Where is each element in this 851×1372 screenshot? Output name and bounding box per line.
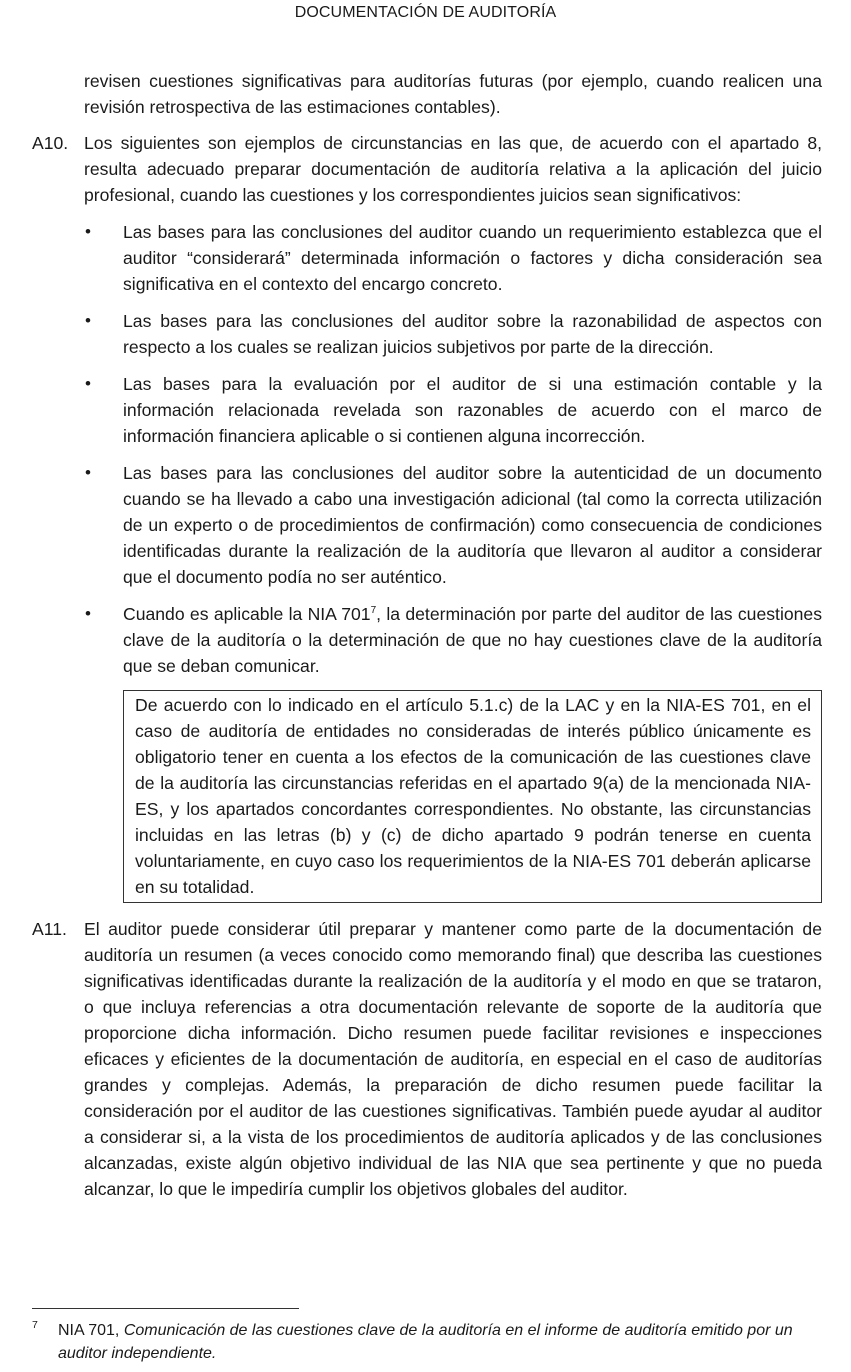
footnotes — [32, 1308, 822, 1365]
paragraph-a10 — [32, 130, 822, 208]
footnote-number: 7 — [32, 1319, 38, 1331]
boxed-note: De acuerdo con lo indicado en el artículo 5.1.c) de la LAC y en la NIA-ES 701, en el caso de auditoría de entidades no consideradas de interés público únicamente es obligatorio tener en cuenta a los efectos de la comunicación de las cuestiones clave de la auditoría las circunstancias referidas en el apartado 9(a) de la mencionada NIA-ES, y los apartados concordantes correspondientes. No obstante, las circunstancias incluidas en las letras (b) y (c) de dicho apartado 9 podrán tenerse en cuenta voluntariamente, en cuyo caso los requerimientos de la NIA-ES 701 deberán aplicarse en su totalidad. — [123, 690, 822, 903]
footnote-reference[interactable]: 7 — [370, 605, 377, 616]
footnote-divider — [32, 1308, 299, 1309]
paragraph-number: A11. — [32, 919, 67, 939]
page-header: DOCUMENTACIÓN DE AUDITORÍA — [294, 4, 557, 21]
paragraph-a11 — [32, 916, 822, 1202]
document-body — [32, 68, 822, 1213]
list-item: • Las bases para las conclusiones del auditor sobre la razonabilidad de aspectos con respecto a los cuales se realizan juicios subjetivos por parte de la dirección. — [123, 308, 822, 360]
list-item: • Las bases para la evaluación por el auditor de si una estimación contable y la información relacionada revelada son razonables de acuerdo con el marco de información financiera aplicable o si contienen alguna incorrección. — [123, 371, 822, 449]
paragraph-text: El auditor puede considerar útil preparar y mantener como parte de la documentación de auditoría un resumen (a veces conocido como memorando final) que describa las cuestiones significativas identificadas durante la realización de la auditoría y el modo en que se trataron, o que incluya referencias a otra documentación relevante de soporte de la auditoría que proporcione dicha información. Dicho resumen puede facilitar revisiones e inspecciones eficaces y eficientes de la documentación de auditoría, en especial en el caso de auditorías grandes y complejas. Además, la preparación de dicho resumen puede facilitar la consideración por el auditor de las cuestiones significativas. También puede ayudar al auditor a considerar si, a la vista de los procedimientos de auditoría aplicados y de las conclusiones alcanzadas, existe algún objetivo individual de las NIA que sea pertinente y que no pueda alcanzar, lo que le impediría cumplir los objetivos globales del auditor. — [84, 919, 822, 1199]
paragraph-number: A10. — [32, 133, 69, 153]
footnote-title: Comunicación de las cuestiones clave de la auditoría en el informe de auditoría emitido por un auditor independiente. — [58, 1322, 793, 1362]
footnote-7 — [32, 1319, 822, 1365]
list-item: • Las bases para las conclusiones del auditor sobre la autenticidad de un documento cuando se ha llevado a cabo una investigación adicional (tal como la correcta utilización de un experto o de procedimientos de confirmación) como consecuencia de condiciones identificadas durante la realización de la auditoría que llevaron al auditor a considerar que el documento podía no ser auténtico. — [123, 460, 822, 590]
list-item: • Las bases para las conclusiones del auditor cuando un requerimiento establezca que el auditor “considerará” determinada información o factores y dicha consideración sea significativa en el contexto del encargo concreto. — [123, 219, 822, 297]
bullet-text: Cuando es aplicable la NIA 701 — [123, 604, 371, 624]
list-item — [123, 601, 822, 679]
paragraph-text: Los siguientes son ejemplos de circunstancias en las que, de acuerdo con el apartado 8, resulta adecuado preparar documentación de auditoría relativa a la aplicación del juicio profesional, cuando las cuestiones y los correspondientes juicios sean significativos: — [84, 133, 822, 205]
bullet-text: , la determinación por parte del auditor de las cuestiones clave de la auditoría o la determinación de que no hay cuestiones clave de la auditoría que se deban comunicar. — [123, 604, 822, 676]
bullet-list — [32, 219, 822, 679]
footnote-ref: NIA 701, — [58, 1322, 124, 1339]
intro-continuation: revisen cuestiones significativas para auditorías futuras (por ejemplo, cuando realicen una revisión retrospectiva de las estimaciones contables). — [84, 71, 822, 117]
